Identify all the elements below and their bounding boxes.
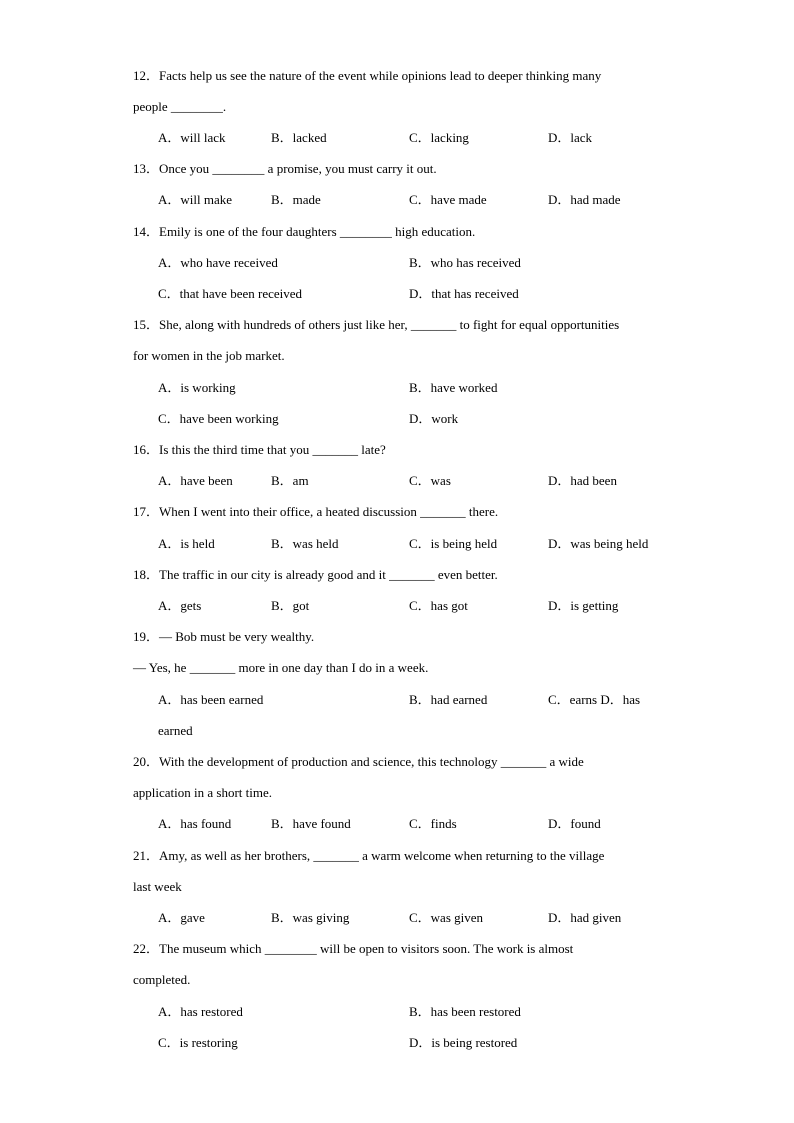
question-22-option-b: B．has been restored	[409, 1004, 521, 1019]
question-20-option-b: B．have found	[271, 816, 351, 831]
question-14-option-a: A．who have received	[158, 255, 278, 270]
question-22-stem-line-1: 22．The museum which ________ will be open to visitors soon. The work is almost	[133, 941, 574, 956]
question-16-stem-line-1: 16．Is this the third time that you _______ late?	[133, 442, 386, 457]
question-20-option-d: D．found	[548, 816, 601, 831]
question-19-stem-line-2: — Yes, he _______ more in one day than I do in a week.	[133, 660, 429, 675]
question-14-option-d: D．that has received	[409, 286, 519, 301]
question-18-option-d: D．is getting	[548, 598, 619, 613]
question-17-stem-line-1: 17．When I went into their office, a heated discussion _______ there.	[133, 504, 499, 519]
question-17-option-c: C．is being held	[409, 536, 498, 551]
question-19-option-a: A．has been earned	[158, 692, 264, 707]
question-15-stem-line-2: for women in the job market.	[133, 348, 285, 363]
question-16-option-b: B．am	[271, 473, 309, 488]
question-12-stem-line-1: 12．Facts help us see the nature of the event while opinions lead to deeper thinking many	[133, 68, 602, 83]
question-20-option-a: A．has found	[158, 816, 232, 831]
question-19-stem-line-1: 19．— Bob must be very wealthy.	[133, 629, 315, 644]
question-12-option-d: D．lack	[548, 130, 593, 145]
question-12-option-b: B．lacked	[271, 130, 327, 145]
question-21-stem-line-2: last week	[133, 879, 182, 894]
question-20-option-c: C．finds	[409, 816, 457, 831]
question-13-option-a: A．will make	[158, 192, 233, 207]
question-16-option-a: A．have been	[158, 473, 233, 488]
question-17-option-d: D．was being held	[548, 536, 649, 551]
question-21-option-a: A．gave	[158, 910, 205, 925]
question-18-option-c: C．has got	[409, 598, 468, 613]
question-13-option-b: B．made	[271, 192, 321, 207]
question-15-option-d: D．work	[409, 411, 459, 426]
question-21-option-d: D．had given	[548, 910, 622, 925]
question-19-option-c-d: C．earns D．has	[548, 692, 641, 707]
question-17-option-b: B．was held	[271, 536, 339, 551]
question-22-option-d: D．is being restored	[409, 1035, 518, 1050]
question-13-option-c: C．have made	[409, 192, 487, 207]
question-14-stem-line-1: 14．Emily is one of the four daughters ________ high education.	[133, 224, 476, 239]
question-18-option-b: B．got	[271, 598, 310, 613]
question-19-option-d-continued: earned	[158, 723, 193, 738]
question-12-option-a: A．will lack	[158, 130, 226, 145]
question-12-option-c: C．lacking	[409, 130, 469, 145]
question-13-option-d: D．had made	[548, 192, 621, 207]
question-21-stem-line-1: 21．Amy, as well as her brothers, _______ a warm welcome when returning to the village	[133, 848, 605, 863]
question-20-stem-line-2: application in a short time.	[133, 785, 272, 800]
question-18-option-a: A．gets	[158, 598, 202, 613]
question-15-option-a: A．is working	[158, 380, 236, 395]
question-21-option-b: B．was giving	[271, 910, 350, 925]
question-17-option-a: A．is held	[158, 536, 215, 551]
question-19-option-b: B．had earned	[409, 692, 488, 707]
question-22-stem-line-2: completed.	[133, 972, 191, 987]
question-16-option-c: C．was	[409, 473, 451, 488]
question-22-option-a: A．has restored	[158, 1004, 243, 1019]
question-15-stem-line-1: 15．She, along with hundreds of others just like her, _______ to fight for equal opportunities	[133, 317, 620, 332]
question-14-option-b: B．who has received	[409, 255, 521, 270]
question-22-option-c: C．is restoring	[158, 1035, 238, 1050]
question-16-option-d: D．had been	[548, 473, 617, 488]
question-18-stem-line-1: 18．The traffic in our city is already good and it _______ even better.	[133, 567, 498, 582]
question-21-option-c: C．was given	[409, 910, 484, 925]
question-20-stem-line-1: 20．With the development of production and science, this technology _______ a wide	[133, 754, 584, 769]
question-15-option-b: B．have worked	[409, 380, 498, 395]
question-12-stem-line-2: people ________.	[133, 99, 227, 114]
question-13-stem-line-1: 13．Once you ________ a promise, you must carry it out.	[133, 161, 437, 176]
question-15-option-c: C．have been working	[158, 411, 279, 426]
question-14-option-c: C．that have been received	[158, 286, 303, 301]
